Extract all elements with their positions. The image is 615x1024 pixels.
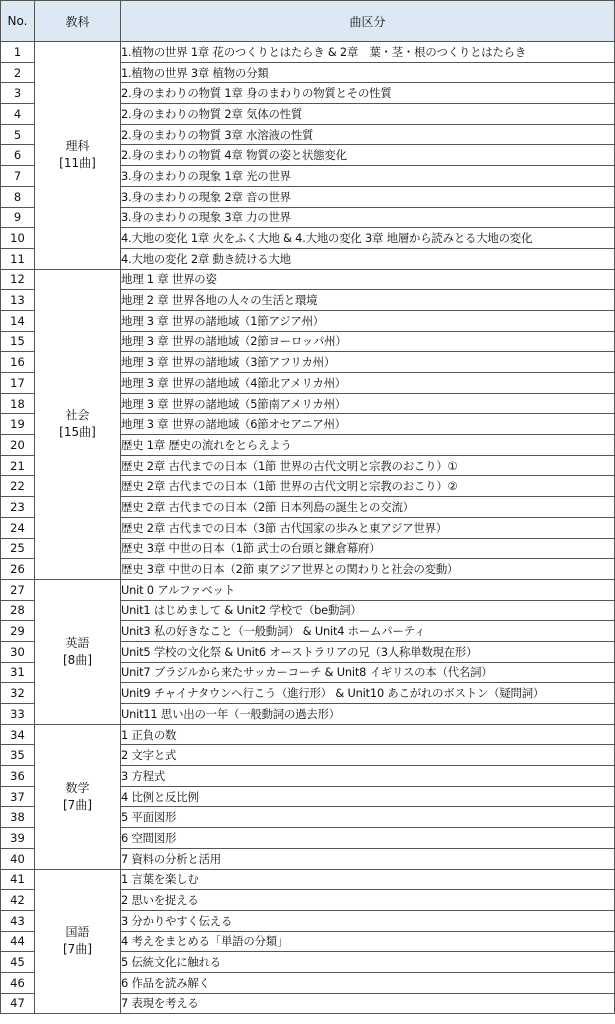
row-number: 23 (1, 497, 35, 518)
subject-count: [7曲] (63, 942, 92, 957)
section-title: 4.大地の変化 2章 動き続ける大地 (121, 248, 615, 269)
subject-name: 社会 (65, 408, 90, 423)
row-number: 11 (1, 248, 35, 269)
header-no: No. (1, 1, 35, 42)
subject-count: [7曲] (63, 797, 92, 812)
section-title: 地理 3 章 世界の諸地域（1節アジア州） (121, 310, 615, 331)
section-title: 4 考えをまとめる「単語の分類」 (121, 931, 615, 952)
section-title: 3.身のまわりの現象 3章 力の世界 (121, 207, 615, 228)
section-title: 7 資料の分析と活用 (121, 848, 615, 869)
row-number: 10 (1, 228, 35, 249)
row-number: 38 (1, 807, 35, 828)
section-title: 5 平面図形 (121, 807, 615, 828)
section-title: Unit1 はじめまして & Unit2 学校で（be動詞） (121, 600, 615, 621)
row-number: 47 (1, 993, 35, 1014)
section-title: 1 正負の数 (121, 724, 615, 745)
row-number: 39 (1, 828, 35, 849)
row-number: 37 (1, 786, 35, 807)
row-number: 12 (1, 269, 35, 290)
subject-cell (35, 869, 121, 1014)
row-number: 1 (1, 42, 35, 63)
row-number: 9 (1, 207, 35, 228)
section-title: 2 思いを捉える (121, 890, 615, 911)
row-number: 44 (1, 931, 35, 952)
subject-count: [11曲] (59, 156, 96, 171)
row-number: 28 (1, 600, 35, 621)
row-number: 41 (1, 869, 35, 890)
section-title: 歴史 2章 古代までの日本（1節 世界の古代文明と宗教のおこり）② (121, 476, 615, 497)
section-title: 2.身のまわりの物質 1章 身のまわりの物質とその性質 (121, 83, 615, 104)
section-title: 1 言葉を楽しむ (121, 869, 615, 890)
row-number: 5 (1, 124, 35, 145)
subject-name: 国語 (65, 925, 90, 940)
subject-cell (35, 42, 121, 270)
row-number: 30 (1, 641, 35, 662)
section-title: 2.身のまわりの物質 2章 気体の性質 (121, 104, 615, 125)
section-title: 7 表現を考える (121, 993, 615, 1014)
row-number: 45 (1, 952, 35, 973)
subject-name: 英語 (65, 635, 90, 650)
table-row (1, 579, 615, 600)
subject-cell (35, 579, 121, 724)
row-number: 33 (1, 704, 35, 725)
row-number: 21 (1, 455, 35, 476)
section-title: 地理 3 章 世界の諸地域（6節オセアニア州） (121, 414, 615, 435)
row-number: 31 (1, 662, 35, 683)
row-number: 7 (1, 166, 35, 187)
section-title: 6 作品を読み解く (121, 972, 615, 993)
header-subject: 教科 (35, 1, 121, 42)
section-title: 1.植物の世界 1章 花のつくりとはたらき & 2章 葉・茎・根のつくりとはたらき (121, 42, 615, 63)
row-number: 34 (1, 724, 35, 745)
section-title: 2.身のまわりの物質 4章 物質の姿と状態変化 (121, 145, 615, 166)
row-number: 32 (1, 683, 35, 704)
subject-count: [15曲] (59, 425, 96, 440)
row-number: 24 (1, 517, 35, 538)
row-number: 8 (1, 186, 35, 207)
section-title: 5 伝統文化に触れる (121, 952, 615, 973)
section-title: 歴史 2章 古代までの日本（3節 古代国家の歩みと東アジア世界） (121, 517, 615, 538)
section-title: 1.植物の世界 3章 植物の分類 (121, 62, 615, 83)
row-number: 27 (1, 579, 35, 600)
row-number: 4 (1, 104, 35, 125)
header-row (1, 1, 615, 42)
table-row (1, 42, 615, 63)
section-title: 4.大地の変化 1章 火をふく大地 & 4.大地の変化 3章 地層から読みとる大地の変化 (121, 228, 615, 249)
section-title: Unit3 私の好きなこと（一般動詞） & Unit4 ホームパーティ (121, 621, 615, 642)
section-title: 歴史 3章 中世の日本（1節 武士の台頭と鎌倉幕府） (121, 538, 615, 559)
header-section: 曲区分 (121, 1, 615, 42)
row-number: 6 (1, 145, 35, 166)
section-title: Unit 0 アルファベット (121, 579, 615, 600)
table-row (1, 724, 615, 745)
section-title: 歴史 3章 中世の日本（2節 東アジア世界との関わりと社会の変動） (121, 559, 615, 580)
row-number: 2 (1, 62, 35, 83)
row-number: 14 (1, 310, 35, 331)
table-row (1, 869, 615, 890)
subject-cell (35, 724, 121, 869)
section-title: 歴史 2章 古代までの日本（1節 世界の古代文明と宗教のおこり）① (121, 455, 615, 476)
row-number: 26 (1, 559, 35, 580)
section-title: Unit11 思い出の一年（一般動詞の過去形） (121, 704, 615, 725)
section-title: 地理 3 章 世界の諸地域（4節北アメリカ州） (121, 373, 615, 394)
section-title: 歴史 1章 歴史の流れをとらえよう (121, 435, 615, 456)
section-title: 地理 2 章 世界各地の人々の生活と環境 (121, 290, 615, 311)
section-title: 歴史 2章 古代までの日本（2節 日本列島の誕生との交流） (121, 497, 615, 518)
subject-cell (35, 269, 121, 579)
row-number: 3 (1, 83, 35, 104)
row-number: 36 (1, 766, 35, 787)
row-number: 20 (1, 435, 35, 456)
row-number: 16 (1, 352, 35, 373)
section-title: 3 分かりやすく伝える (121, 910, 615, 931)
section-title: 地理 3 章 世界の諸地域（3節アフリカ州） (121, 352, 615, 373)
row-number: 25 (1, 538, 35, 559)
subject-count: [8曲] (63, 652, 92, 667)
row-number: 13 (1, 290, 35, 311)
section-title: 3.身のまわりの現象 1章 光の世界 (121, 166, 615, 187)
section-title: 地理 3 章 世界の諸地域（5節南アメリカ州） (121, 393, 615, 414)
section-title: Unit5 学校の文化祭 & Unit6 オーストラリアの兄（3人称単数現在形） (121, 641, 615, 662)
subject-name: 理科 (65, 139, 90, 154)
row-number: 42 (1, 890, 35, 911)
section-title: 3 方程式 (121, 766, 615, 787)
row-number: 43 (1, 910, 35, 931)
row-number: 18 (1, 393, 35, 414)
row-number: 17 (1, 373, 35, 394)
section-title: 2.身のまわりの物質 3章 水溶液の性質 (121, 124, 615, 145)
row-number: 46 (1, 972, 35, 993)
section-title: Unit7 ブラジルから来たサッカーコーチ & Unit8 イギリスの本（代名詞） (121, 662, 615, 683)
row-number: 35 (1, 745, 35, 766)
row-number: 40 (1, 848, 35, 869)
section-title: 地理 3 章 世界の諸地域（2節ヨーロッパ州） (121, 331, 615, 352)
table-body (1, 42, 615, 1014)
section-title: 3.身のまわりの現象 2章 音の世界 (121, 186, 615, 207)
row-number: 19 (1, 414, 35, 435)
table-row (1, 269, 615, 290)
section-title: 地理 1 章 世界の姿 (121, 269, 615, 290)
section-title: 6 空間図形 (121, 828, 615, 849)
section-title: 2 文字と式 (121, 745, 615, 766)
row-number: 22 (1, 476, 35, 497)
subject-name: 数学 (65, 780, 90, 795)
row-number: 15 (1, 331, 35, 352)
section-title: Unit9 チャイナタウンへ行こう（進行形） & Unit10 あこがれのボストン（疑問詞） (121, 683, 615, 704)
row-number: 29 (1, 621, 35, 642)
section-title: 4 比例と反比例 (121, 786, 615, 807)
